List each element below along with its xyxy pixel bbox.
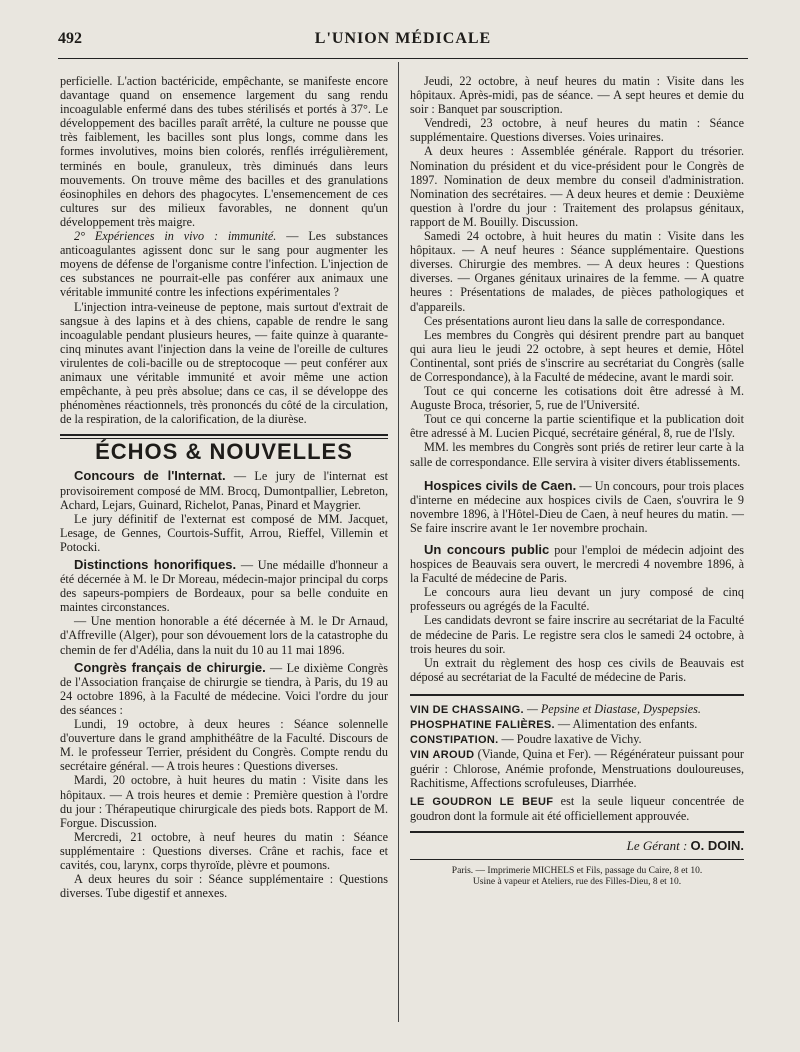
- ad-text: est la seule liqueur concentrée de goudron dont la formule ait été officiellement approuvée.: [410, 793, 744, 823]
- paragraph: L'injection intra-veineuse de peptone, mais surtout d'extrait de sangsue à des lapins et à des chiens, capable de rendre le sang incoagulable pendant plusieurs heures, — faite quinze à quarante-cinq minutes avant l'injection dans la veine de l'oreille de cultures virulentes de coli-bacille ou de streptocoque — peut conférer aux animaux une véritable immunité et avoir même une action empêchante, à peu près absolue; dans ce cas, il se développe des phénomènes réactionnels, très prononcés du côté de la circulation, de la respiration, de la calorification, de la diurèse.: [60, 299, 388, 427]
- ad-heading: CONSTIPATION.: [410, 734, 499, 747]
- news-item: [410, 543, 744, 585]
- ad-text: — Poudre laxative de Vichy.: [498, 732, 642, 747]
- gerant-label: Le Gérant :: [626, 837, 688, 853]
- ad-heading: PHOSPHATINE FALIÈRES.: [410, 719, 555, 732]
- printer-line: Paris. — Imprimerie MICHELS et Fils, passage du Caire, 8 et 10.: [451, 865, 703, 876]
- header-rule: [58, 58, 748, 59]
- paragraph: Mercredi, 21 octobre, à neuf heures du matin : Séance supplémentaire : Questions diverses. Crâne et rachis, face et cavités, cou, larynx, corps thyroïde, plèvre et poumons.: [60, 829, 388, 872]
- printer-imprint: [410, 866, 744, 888]
- page-number: 492: [58, 30, 82, 47]
- subheading: 2° Expériences in vivo : immunité.: [74, 229, 277, 244]
- paragraph: A deux heures du soir : Séance supplémentaire : Questions diverses. Tube digestif et annexes.: [60, 872, 388, 901]
- footer-rule: [410, 831, 744, 833]
- news-heading: Concours de l'Internat.: [74, 468, 226, 484]
- section-rule: [60, 434, 388, 436]
- ad-item: [410, 732, 744, 747]
- printer-line: Usine à vapeur et Ateliers, rue des Filles-Dieu, 8 et 10.: [472, 876, 682, 887]
- ad-item: [410, 794, 744, 823]
- ad-item: [410, 702, 744, 717]
- right-column: [410, 74, 744, 888]
- paragraph: Samedi 24 octobre, à huit heures du matin : Visite dans les hôpitaux. — A neuf heures : Séance supplémentaire. Questions diverses. Chirurgie des membres. — A deux heures : Questions diverses. — Organes génitaux urinaires de la femme. — A quatre heures : Présentations de malades, de pièces pathologiques et d'appareils.: [410, 229, 744, 314]
- news-text: — Une médaille d'honneur a été décernée à M. le Dr Moreau, médecin-major principal du corps des sapeurs-pompiers de Bordeaux, pour sa belle conduite en maintes circonstances.: [60, 558, 388, 615]
- ad-text: (Viande, Quina et Fer). — Régénérateur puissant pour guérir : Chlorose, Anémie profonde, Menstruations douloureuses, Rachitisme, Affections scrofuleuses, Diarrhée.: [410, 747, 744, 791]
- news-heading: Distinctions honorifiques.: [74, 557, 237, 572]
- ads-rule: [410, 694, 744, 696]
- paragraph: — Une mention honorable a été décernée à M. le Dr Arnaud, d'Affreville (Alger), pour son dévouement lors de la catastrophe du chemin de fer d'Adélia, dans la nuit du 10 au 11 mai 1896.: [60, 614, 388, 657]
- ad-text: — Alimentation des enfants.: [554, 717, 698, 732]
- paragraph: Un extrait du règlement des hosp ces civils de Beauvais est déposé au secrétariat de la Faculté de médecine de Paris.: [410, 655, 744, 684]
- advertisements: [410, 702, 744, 823]
- paragraph: Tout ce qui concerne les cotisations doit être adressé à M. Auguste Broca, trésorier, 5, rue de l'Université.: [410, 384, 744, 413]
- ad-heading: VIN AROUD: [410, 749, 475, 762]
- paragraph: Les membres du Congrès qui désirent prendre part au banquet qui aura lieu le jeudi 22 octobre, à sept heures et demie, Hôtel Continental, sont priés de s'inscrire au secrétariat du Congrès (salle de Correspondance), à la Faculté de médecine, avant le mardi soir.: [410, 327, 744, 384]
- paragraph: Les candidats devront se faire inscrire au secrétariat de la Faculté de médecine de Paris. Le registre sera clos le samedi 24 octobre, à trois heures du soir.: [410, 613, 744, 656]
- paragraph: Vendredi, 23 octobre, à neuf heures du matin : Séance supplémentaire. Questions diverses. Voies urinaires.: [410, 116, 744, 145]
- news-heading: Congrès français de chirurgie.: [74, 659, 266, 675]
- ad-text: — Pepsine et Diastase, Dyspepsies.: [523, 701, 701, 716]
- paragraph-text: — Les substances anticoagulantes agissent donc sur le sang pour augmenter les moyens de défense de l'organisme contre l'infection. L'injection de ces substances ne pourrait-elle pas conférer aux animaux une véritable immunité contre les infections expérimentales ?: [60, 229, 388, 300]
- ad-item: [410, 747, 744, 790]
- paragraph: Le concours aura lieu devant un jury composé de cinq professeurs ou agrégés de la Faculté.: [410, 585, 744, 614]
- news-text: — Le dixième Congrès de l'Association française de chirurgie se tiendra, à Paris, du 19 au 24 octobre 1896, à la Faculté de médecine. Voici l'ordre du jour des séances :: [60, 660, 388, 717]
- footer-rule: [410, 859, 744, 860]
- column-divider: [398, 62, 399, 1022]
- ad-item: [410, 717, 744, 732]
- ad-heading: LE GOUDRON LE BEUF: [410, 795, 554, 808]
- paragraph: Le jury définitif de l'externat est composé de MM. Jacquet, Lesage, de Gennes, Courtois-Suffit, Arrou, Rieffel, Villemin et Potocki.: [60, 511, 388, 554]
- paragraph: Jeudi, 22 octobre, à neuf heures du matin : Visite dans les hôpitaux. Après-midi, pas de séance. — A sept heures et demie du soir : Banquet par souscription.: [410, 74, 744, 117]
- paragraph: MM. les membres du Congrès sont priés de retirer leur carte à la salle de correspondance. Elle servira à visiter divers établissements.: [410, 440, 744, 469]
- section-title: ÉCHOS & NOUVELLES: [95, 439, 353, 465]
- gerant-line: [410, 839, 744, 853]
- news-item: [60, 558, 388, 614]
- news-text: — Le jury de l'internat est provisoirement composé de MM. Brocq, Dumontpallier, Lebreton, Achard, Lejars, Guinard, Richelot, Panas, Pinard et Maygrier.: [60, 469, 388, 512]
- news-text: pour l'emploi de médecin adjoint des hospices de Beauvais sera ouvert, le mercredi 4 novembre 1896, à la Faculté de médecine de Paris.: [410, 543, 745, 586]
- ad-heading: VIN DE CHASSAING.: [410, 703, 524, 716]
- paragraph: perficielle. L'action bactéricide, empêchante, se manifeste encore davantage quand on ensemence largement du sang rendu incoagulable enfermé dans des tubes stérilisés et portés à 37°. Le développement des bacilles paraît arrêté, la culture ne pousse que très faiblement, les bacilles sont plus longs, comme dans les formes involutives, moins bien colorés, renflés irrégulièrement, terminés en boule, granuleux, très diminués dans leurs mouvements. On trouve même des bacilles et des granulations éosinophiles en dehors des phagocytes. L'ensemencement de ces cultures sur des milieux favorables, ne donnent qu'un développement très maigre.: [60, 74, 388, 229]
- page-header: [58, 30, 748, 52]
- paragraph: Tout ce qui concerne la partie scientifique et la publication doit être adressé à M. Lucien Picqué, secrétaire général, 8, rue de l'Isly.: [410, 412, 744, 441]
- paragraph: Lundi, 19 octobre, à deux heures : Séance solennelle d'ouverture dans le grand amphithéâtre de la Faculté. Discours de M. le professeur Terrier, président du Congrès. Compte rendu du secrétaire général. — A trois heures : Questions diverses.: [60, 717, 388, 774]
- gerant-name: O. DOIN.: [690, 837, 744, 853]
- paragraph: A deux heures : Assemblée générale. Rapport du trésorier. Nomination du président et du vice-président pour le Congrès de 1897. Nomination de deux membre du conseil d'administration. Nomination des secrétaires. — A deux heures et demie : Deuxième question à l'ordre du jour : Traitement des prolapsus génitaux, rapport de M. Bouilly. Discussion.: [410, 144, 744, 229]
- left-column: [60, 74, 388, 900]
- paragraph: Ces présentations auront lieu dans la salle de correspondance.: [424, 313, 725, 328]
- news-item: [60, 469, 388, 511]
- paragraph: [60, 229, 388, 299]
- news-item: [410, 479, 744, 535]
- paragraph: Mardi, 20 octobre, à huit heures du matin : Visite dans les hôpitaux. — A trois heures et demie : Première question à l'ordre du jour : Thérapeutique chirurgicale des pieds bots. Rapport de M. Forgue. Discussion.: [60, 773, 388, 830]
- journal-title: L'UNION MÉDICALE: [314, 30, 492, 47]
- news-heading: Un concours public: [424, 542, 550, 557]
- news-heading: Hospices civils de Caen.: [424, 477, 577, 493]
- news-text: — Un concours, pour trois places d'interne en médecine aux hospices civils de Caen, s'ouvrira le 9 novembre 1896, à l'Hôtel-Dieu de Caen, à neuf heures du matin. — Se faire inscrire avant le 1er novembre prochain.: [410, 478, 744, 535]
- news-item: [60, 661, 388, 717]
